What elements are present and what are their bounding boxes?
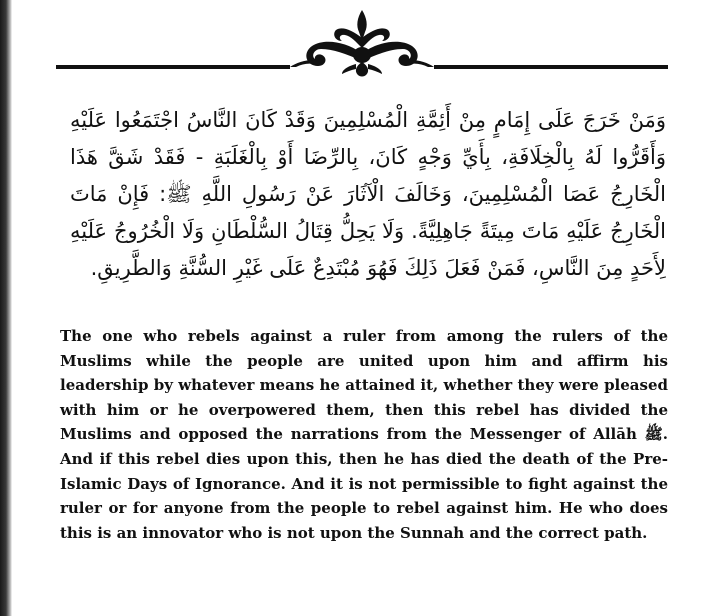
page-edge-shadow (0, 0, 12, 616)
english-translation-text: The one who rebels against a ruler from among the rulers of the Muslims while the people are united upon him and affirm his leadership by whatever means he attained it, whether they were pleased with him or he overpowered them, then this rebel has divided the Muslims and opposed the narrations from the Messenger of Allāh ﷺ. And if this rebel dies upon this, then he has died the death of the Pre-Islamic Days of Ignorance. And it is not permissible to fight against the ruler or for anyone from the people to rebel against him. He who does this is an innovator who is not upon the Sunnah and the correct path. (60, 327, 668, 542)
arabic-hadith-text: وَمَنْ خَرَجَ عَلَى إِمَامٍ مِنْ أَئِمَّةِ الْمُسْلِمِينَ وَقَدْ كَانَ النَّاسُ اجْتَمَعُوا عَلَيْهِ وَأَقَرُّوا لَهُ بِالْخِلَافَةِ، بِأَيِّ وَجْهٍ كَانَ، بِالرِّضَا أَوْ بِالْغَلَبَةِ - فَقَدْ شَقَّ هَذَا الْخَارِجُ عَصَا الْمُسْلِمِينَ، وَخَالَفَ الْآثَارَ عَنْ رَسُولِ اللَّهِ ﷺ: فَإِنْ مَاتَ الْخَارِجُ عَلَيْهِ مَاتَ مِيتَةً جَاهِلِيَّةً. وَلَا يَحِلُّ قِتَالُ السُّلْطَانِ وَلَا الْخُرُوجُ عَلَيْهِ لِأَحَدٍ مِنَ النَّاسِ، فَمَنْ فَعَلَ ذَلِكَ فَهُوَ مُبْتَدِعٌ عَلَى غَيْرِ السُّنَّةِ وَالطَّرِيقِ. (70, 108, 666, 280)
fleuron-divider-ornament (56, 8, 668, 78)
